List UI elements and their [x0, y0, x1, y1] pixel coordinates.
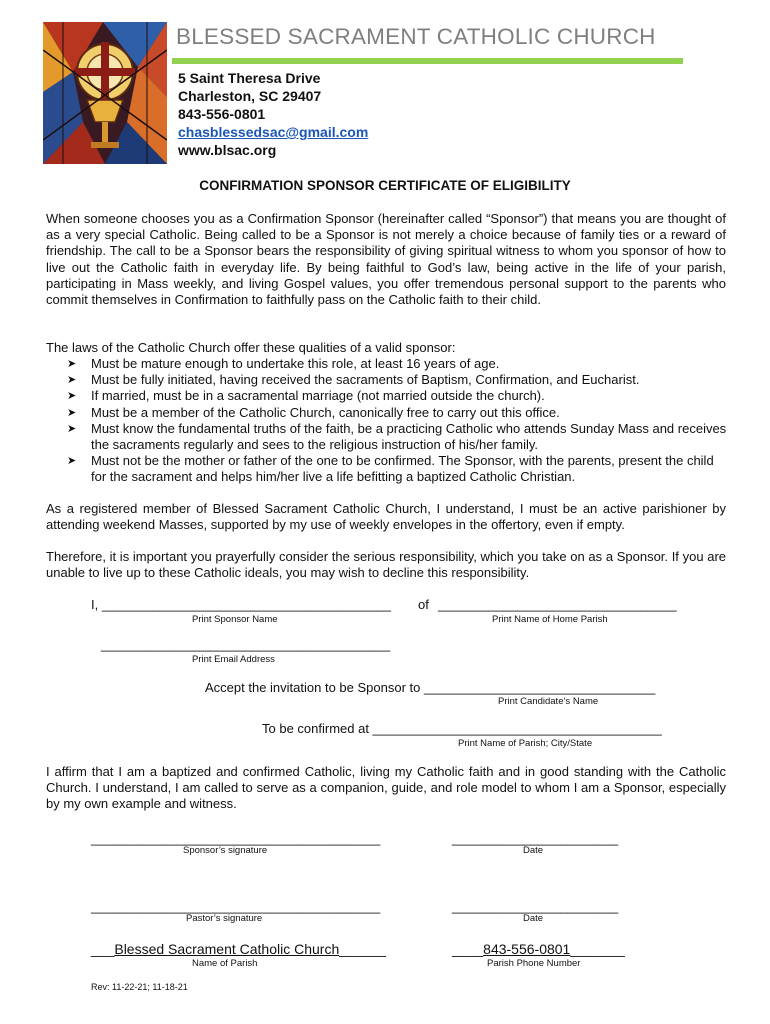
candidate-name-field[interactable]: Accept the invitation to be Sponsor to ________________________________	[205, 680, 656, 695]
list-item: ➤ Must know the fundamental truths of the faith, be a practicing Catholic who attends Sunday Mass and receives the sacraments regularly and sees to the religious instruction of his/her family.	[67, 420, 727, 453]
church-phone: 843-556-0801	[178, 106, 266, 122]
requirements-list	[67, 356, 727, 486]
caption-parish-city: Print Name of Parish; City/State	[458, 738, 593, 749]
arrow-bullet-icon: ➤	[67, 374, 77, 387]
list-item: ➤ Must not be the mother or father of the one to be confirmed. The Sponsor, with the parents, present the child for the sacrament and helps him/her live a life befitting a baptized Catholic Christian.	[67, 453, 714, 485]
address-line-1: 5 Saint Theresa Drive	[178, 70, 321, 86]
arrow-bullet-icon: ➤	[67, 358, 77, 370]
arrow-bullet-icon: ➤	[67, 422, 77, 435]
member-paragraph: As a registered member of Blessed Sacrament Catholic Church, I understand, I must be an active parishioner by attending weekend Masses, supported by my use of weekly envelopes in the offertory, even if empty.	[46, 501, 726, 533]
list-item: ➤ Must be mature enough to undertake this role, at least 16 years of age.	[67, 356, 500, 371]
caption-sponsor-signature: Sponsor’s signature	[183, 845, 268, 856]
stained-glass-logo	[43, 22, 167, 164]
home-parish-field[interactable]: _________________________________	[438, 597, 677, 612]
laws-intro: The laws of the Catholic Church offer these qualities of a valid sponsor:	[46, 340, 456, 355]
intro-paragraph: When someone chooses you as a Confirmation Sponsor (hereinafter called “Sponsor”) that means you are thought of as a very special Catholic. Being called to be a Sponsor is not merely a choice because of family ties or a reward of friendship. The call to be a Sponsor bears the responsibility of giving spiritual witness to whom you sponsor of how to live out the Catholic faith in everyday life. By being faithful to God’s law, being active in the life of your parish, participating in Mass weekly, and living Gospel values, you offer tremendous personal support to the parents who commit themselves in Confirmation to faithfully pass on the Catholic faith to their child.	[46, 211, 726, 308]
caption-email: Print Email Address	[192, 654, 275, 665]
parish-name-value: Blessed Sacrament Catholic Church	[114, 941, 340, 957]
parish-phone-line: ____843-556-0801_______	[452, 941, 625, 957]
arrow-bullet-icon: ➤	[67, 455, 77, 468]
sponsor-date-field[interactable]: _______________________	[452, 831, 619, 846]
confirmation-parish-field[interactable]: To be confirmed at ________________________________________	[262, 721, 662, 736]
caption-sponsor-date: Date	[523, 845, 544, 856]
parish-phone-value: 843-556-0801	[483, 941, 571, 957]
parish-name-line: ___Blessed Sacrament Catholic Church______	[91, 941, 386, 957]
address-line-2: Charleston, SC 29407	[178, 88, 322, 104]
revision-note: Rev: 11-22-21; 11-18-21	[91, 982, 188, 992]
caption-parish-name: Name of Parish	[192, 958, 258, 969]
church-email-link[interactable]: chasblessedsac@gmail.com	[178, 124, 369, 140]
list-item: ➤ Must be a member of the Catholic Church, canonically free to carry out this office.	[67, 404, 560, 420]
list-item: ➤ If married, must be in a sacramental marriage (not married outside the church).	[67, 388, 545, 404]
caption-sponsor-name: Print Sponsor Name	[192, 614, 278, 625]
arrow-bullet-icon: ➤	[67, 406, 77, 419]
sponsor-signature-field[interactable]: ________________________________________	[91, 831, 381, 846]
therefore-paragraph: Therefore, it is important you prayerfully consider the serious responsibility, which you take on as a Sponsor. If you are unable to live up to these Catholic ideals, you may wish to decline this responsibility.	[46, 549, 726, 581]
church-name: BLESSED SACRAMENT CATHOLIC CHURCH	[176, 24, 656, 49]
caption-pastor-date: Date	[523, 913, 544, 924]
caption-parish-phone: Parish Phone Number	[487, 958, 581, 969]
sponsor-name-field[interactable]: I, ________________________________________	[91, 597, 392, 612]
list-item: ➤ Must be fully initiated, having received the sacraments of Baptism, Confirmation, and Eucharist.	[67, 372, 640, 388]
document-title: CONFIRMATION SPONSOR CERTIFICATE OF ELIGIBILITY	[199, 178, 571, 193]
caption-home-parish: Print Name of Home Parish	[492, 614, 608, 625]
pastor-signature-field[interactable]: ________________________________________	[91, 899, 381, 914]
arrow-bullet-icon: ➤	[67, 390, 77, 403]
caption-pastor-signature: Pastor’s signature	[186, 913, 263, 924]
caption-candidate: Print Candidate’s Name	[498, 696, 599, 707]
affirm-paragraph: I affirm that I am a baptized and confirmed Catholic, living my Catholic faith and in good standing with the Catholic Church. I understand, I am called to serve as a companion, guide, and role model to whom I am a Sponsor, especially by my own example and witness.	[46, 764, 726, 812]
church-website: www.blsac.org	[178, 142, 277, 158]
of-label: of	[418, 597, 429, 612]
email-field[interactable]: ________________________________________	[101, 637, 391, 652]
header-divider	[172, 58, 683, 64]
pastor-date-field[interactable]: _______________________	[452, 899, 619, 914]
